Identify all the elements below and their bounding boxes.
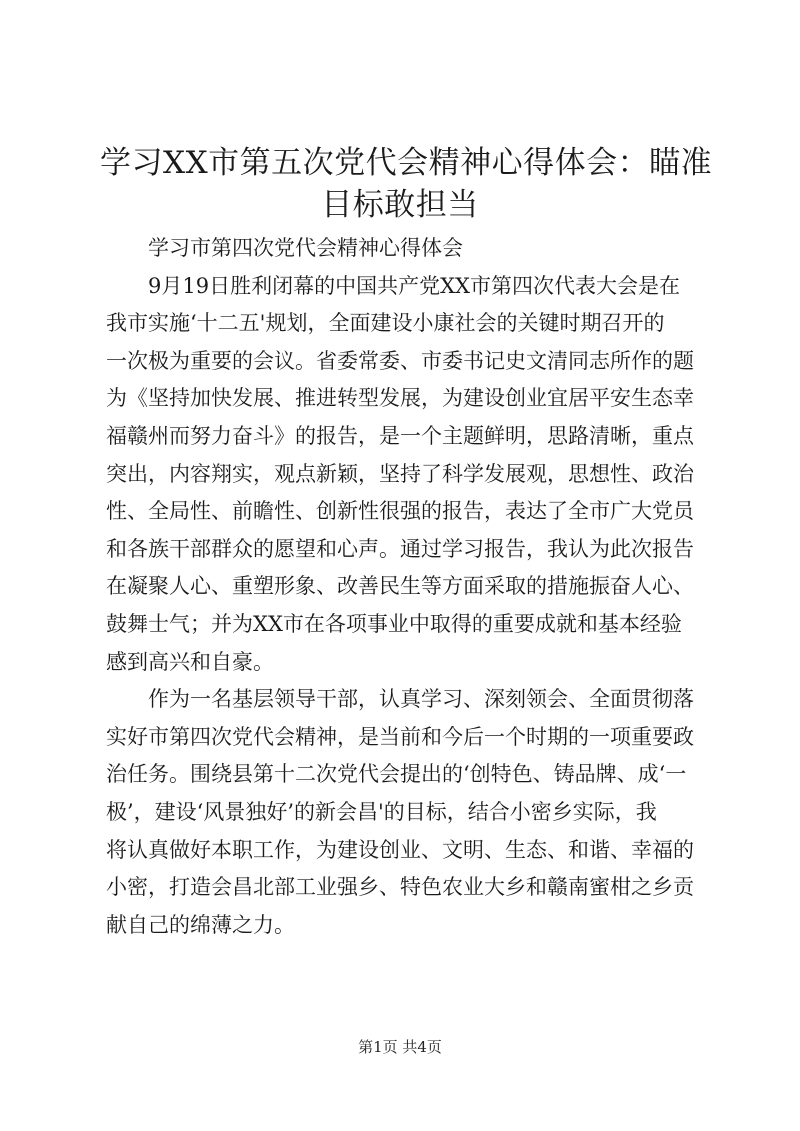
paragraph-1-line: 鼓舞士气；并为XX市在各项事业中取得的重要成就和基本经验 (106, 611, 682, 636)
paragraph-2-line: 实好市第四次党代会精神，是当前和今后一个时期的一项重要政 (106, 724, 694, 749)
paragraph-2-line: 极’，建设‘风景独好’的新会昌'的目标，结合小密乡实际，我 (106, 799, 657, 824)
paragraph-1-line: 感到高兴和自豪。 (106, 649, 274, 674)
paragraph-2-line: 治任务。围绕县第十二次党代会提出的‘创特色、铸品牌、成‘一 (106, 762, 687, 787)
paragraph-1-line: 性、全局性、前瞻性、创新性很强的报告，表达了全市广大党员 (106, 499, 694, 524)
paragraph-1-line: 9月19日胜利闭幕的中国共产党XX市第四次代表大会是在 (148, 273, 680, 298)
title-line: 目标敢担当 (321, 187, 479, 223)
page-footer (0, 1037, 800, 1057)
paragraph-2-line: 小密，打造会昌北部工业强乡、特色农业大乡和赣南蜜柑之乡贡 (106, 875, 694, 900)
title-line: 学习XX市第五次党代会精神心得体会：瞄准 (100, 145, 713, 181)
paragraph-1-line: 我市实施‘十二五'规划，全面建设小康社会的关键时期召开的 (106, 311, 665, 336)
paragraph-1-line: 福赣州而努力奋斗》的报告，是一个主题鲜明，思路清晰，重点 (106, 423, 694, 448)
page-number: 第1页 共4页 (358, 1038, 442, 1056)
paragraph-1-line: 一次极为重要的会议。省委常委、市委书记史文清同志所作的题 (106, 348, 694, 373)
paragraph-2-line: 将认真做好本职工作，为建设创业、文明、生态、和谐、幸福的 (106, 837, 694, 862)
subtitle: 学习市第四次党代会精神心得体会 (148, 236, 463, 260)
paragraph-1-line: 突出，内容翔实，观点新颖，坚持了科学发展观，思想性、政治 (106, 461, 694, 486)
paragraph-1-line: 在凝聚人心、重塑形象、改善民生等方面采取的措施振奋人心、 (106, 574, 694, 599)
paragraph-2-line: 作为一名基层领导干部，认真学习、深刻领会、全面贯彻落 (148, 687, 694, 712)
document-title (100, 142, 713, 226)
document-body (106, 230, 716, 944)
paragraph-1-line: 为《坚持加快发展、推进转型发展，为建设创业宜居平安生态幸 (106, 386, 694, 411)
paragraph-2-line: 献自己的绵薄之力。 (106, 912, 295, 937)
paragraph-1-line: 和各族干部群众的愿望和心声。通过学习报告，我认为此次报告 (106, 536, 694, 561)
